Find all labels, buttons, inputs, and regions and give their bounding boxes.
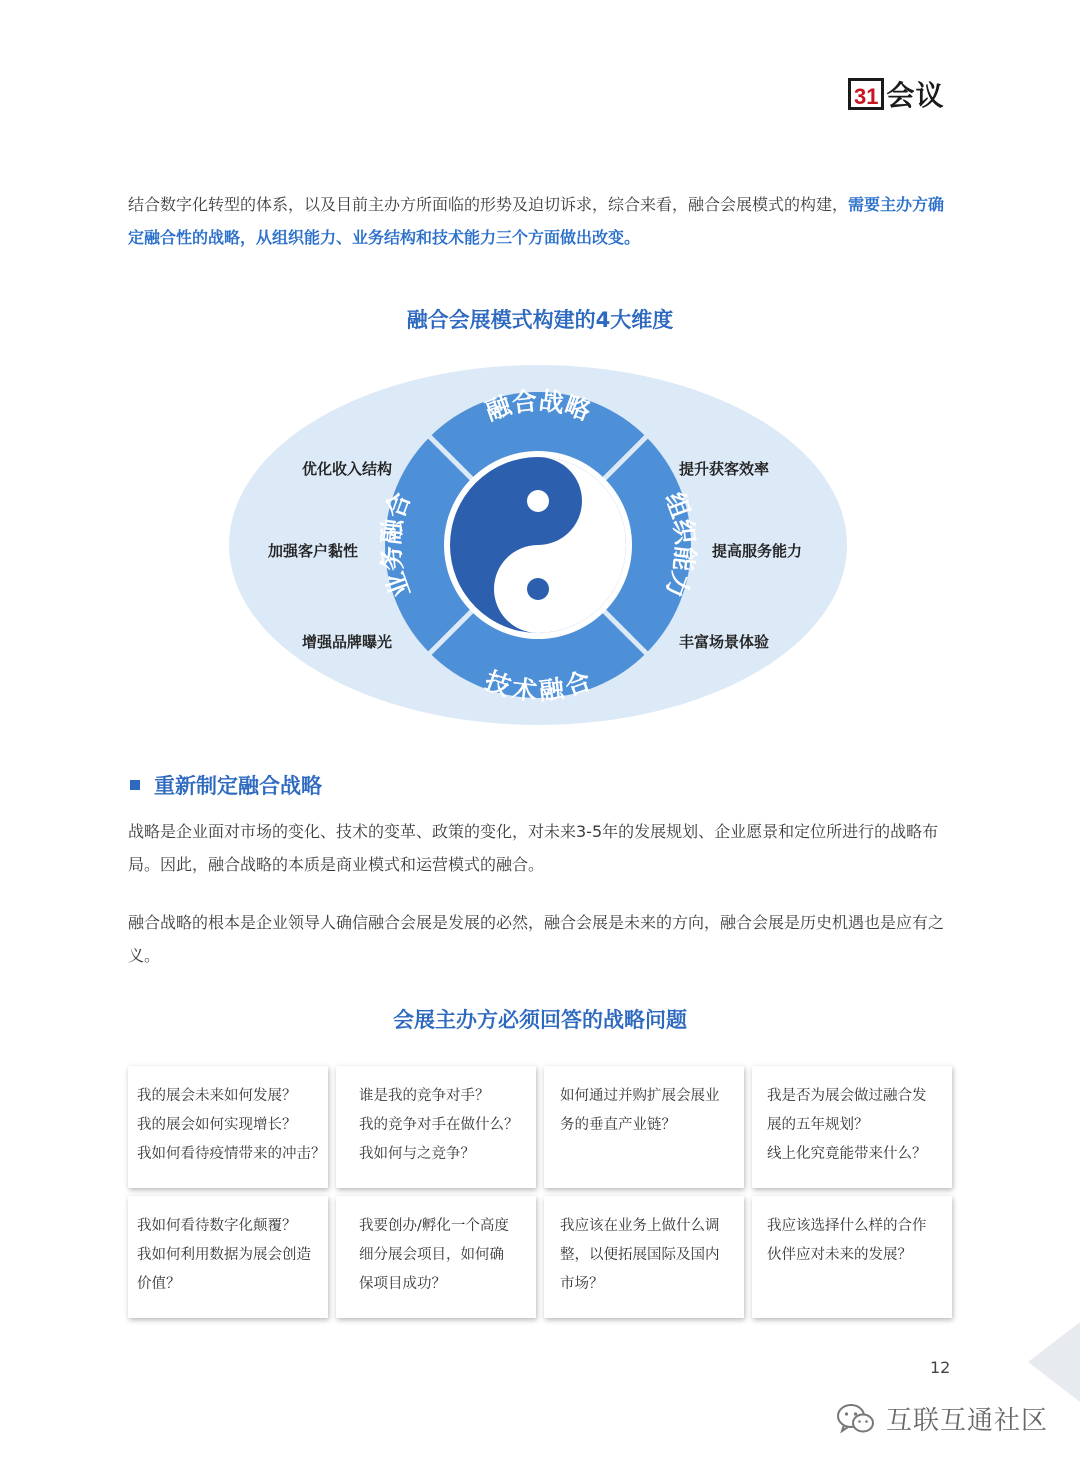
intro-highlight: 需要主办方确定融合性的战略，从组织能力、业务结构和技术能力三个方面做出改变。 [128, 195, 945, 247]
question-line: 保项目成功？ [359, 1276, 446, 1292]
question-card [128, 1066, 328, 1188]
question-line: 我的展会如何实现增长？ [137, 1117, 297, 1133]
page-number: 12 [930, 1358, 951, 1377]
wechat-label: 互联互通社区 [886, 1406, 1049, 1436]
question-card [128, 1196, 328, 1318]
question-card [336, 1196, 536, 1318]
question-line: 谁是我的竞争对手？ [359, 1088, 490, 1104]
question-line: 我是否为展会做过融合发 [767, 1088, 927, 1104]
logo-mark: 31 [848, 78, 884, 110]
question-line: 我的竞争对手在做什么？ [359, 1117, 519, 1133]
left-label-3: 增强品牌曝光 [302, 633, 393, 651]
ring-label-top: 融合战略 [481, 386, 595, 427]
question-line: 我应该在业务上做什么调 [560, 1218, 720, 1234]
question-line: 市场？ [560, 1276, 604, 1292]
left-label-1: 优化收入结构 [302, 460, 393, 478]
question-line: 如何通过并购扩展会展业 [560, 1088, 720, 1104]
square-bullet-icon [130, 780, 140, 790]
body-paragraph-2: 融合战略的根本是企业领导人确信融合会展是发展的必然，融合会展是未来的方向，融合会展是历史机遇也是应有之义。 [128, 913, 945, 965]
wechat-watermark [836, 1400, 1048, 1437]
question-line: 我如何与之竞争？ [359, 1146, 475, 1162]
questions-grid [128, 1066, 952, 1318]
question-line: 务的垂直产业链？ [560, 1117, 676, 1133]
body-paragraph-1: 战略是企业面对市场的变化、技术的变革、政策的变化，对未来3-5年的发展规划、企业愿景和定位所进行的战略布局。因此，融合战略的本质是商业模式和运营模式的融合。 [128, 822, 939, 874]
question-line: 我应该选择什么样的合作 [767, 1218, 927, 1234]
right-label-2: 提高服务能力 [712, 542, 803, 560]
yin-yang-symbol [450, 457, 626, 633]
section-heading [130, 770, 322, 800]
question-line: 展的五年规划？ [767, 1117, 869, 1133]
questions-title: 会展主办方必须回答的战略问题 [393, 1008, 687, 1032]
question-line: 线上化究竟能带来什么？ [767, 1146, 927, 1162]
ring-label-bottom: 技术融合 [481, 665, 595, 706]
question-line: 我如何看待疫情带来的冲击？ [137, 1146, 326, 1162]
question-line: 细分展会项目，如何确 [359, 1247, 504, 1263]
question-line: 整，以便拓展国际及国内 [560, 1247, 720, 1263]
right-label-1: 提升获客效率 [679, 460, 770, 478]
question-card [544, 1196, 744, 1318]
question-line: 我要创办/孵化一个高度 [359, 1218, 509, 1234]
section-title: 重新制定融合战略 [154, 774, 322, 798]
question-card [752, 1196, 952, 1318]
left-label-2: 加强客户黏性 [268, 542, 359, 560]
question-card [336, 1066, 536, 1188]
ring-label-right: 组织能力 [659, 488, 700, 602]
logo-text: 会议 [886, 79, 945, 112]
intro-text: 结合数字化转型的体系，以及目前主办方所面临的形势及迫切诉求，综合来看，融合会展模式的构建， [128, 195, 849, 214]
question-line: 伙伴应对未来的发展？ [767, 1247, 912, 1263]
question-card [544, 1066, 744, 1188]
question-card [752, 1066, 952, 1188]
question-line: 我如何看待数字化颠覆？ [137, 1218, 297, 1234]
right-label-3: 丰富场景体验 [679, 633, 770, 651]
wechat-icon [836, 1402, 876, 1436]
ring-label-left: 业务融合 [376, 488, 417, 602]
question-line: 我如何利用数据为展会创造 [137, 1247, 311, 1263]
question-line: 价值？ [137, 1276, 181, 1292]
question-line: 我的展会未来如何发展？ [137, 1088, 297, 1104]
corner-decoration [1028, 1322, 1080, 1402]
diagram-title: 融合会展模式构建的4大维度 [406, 308, 674, 332]
